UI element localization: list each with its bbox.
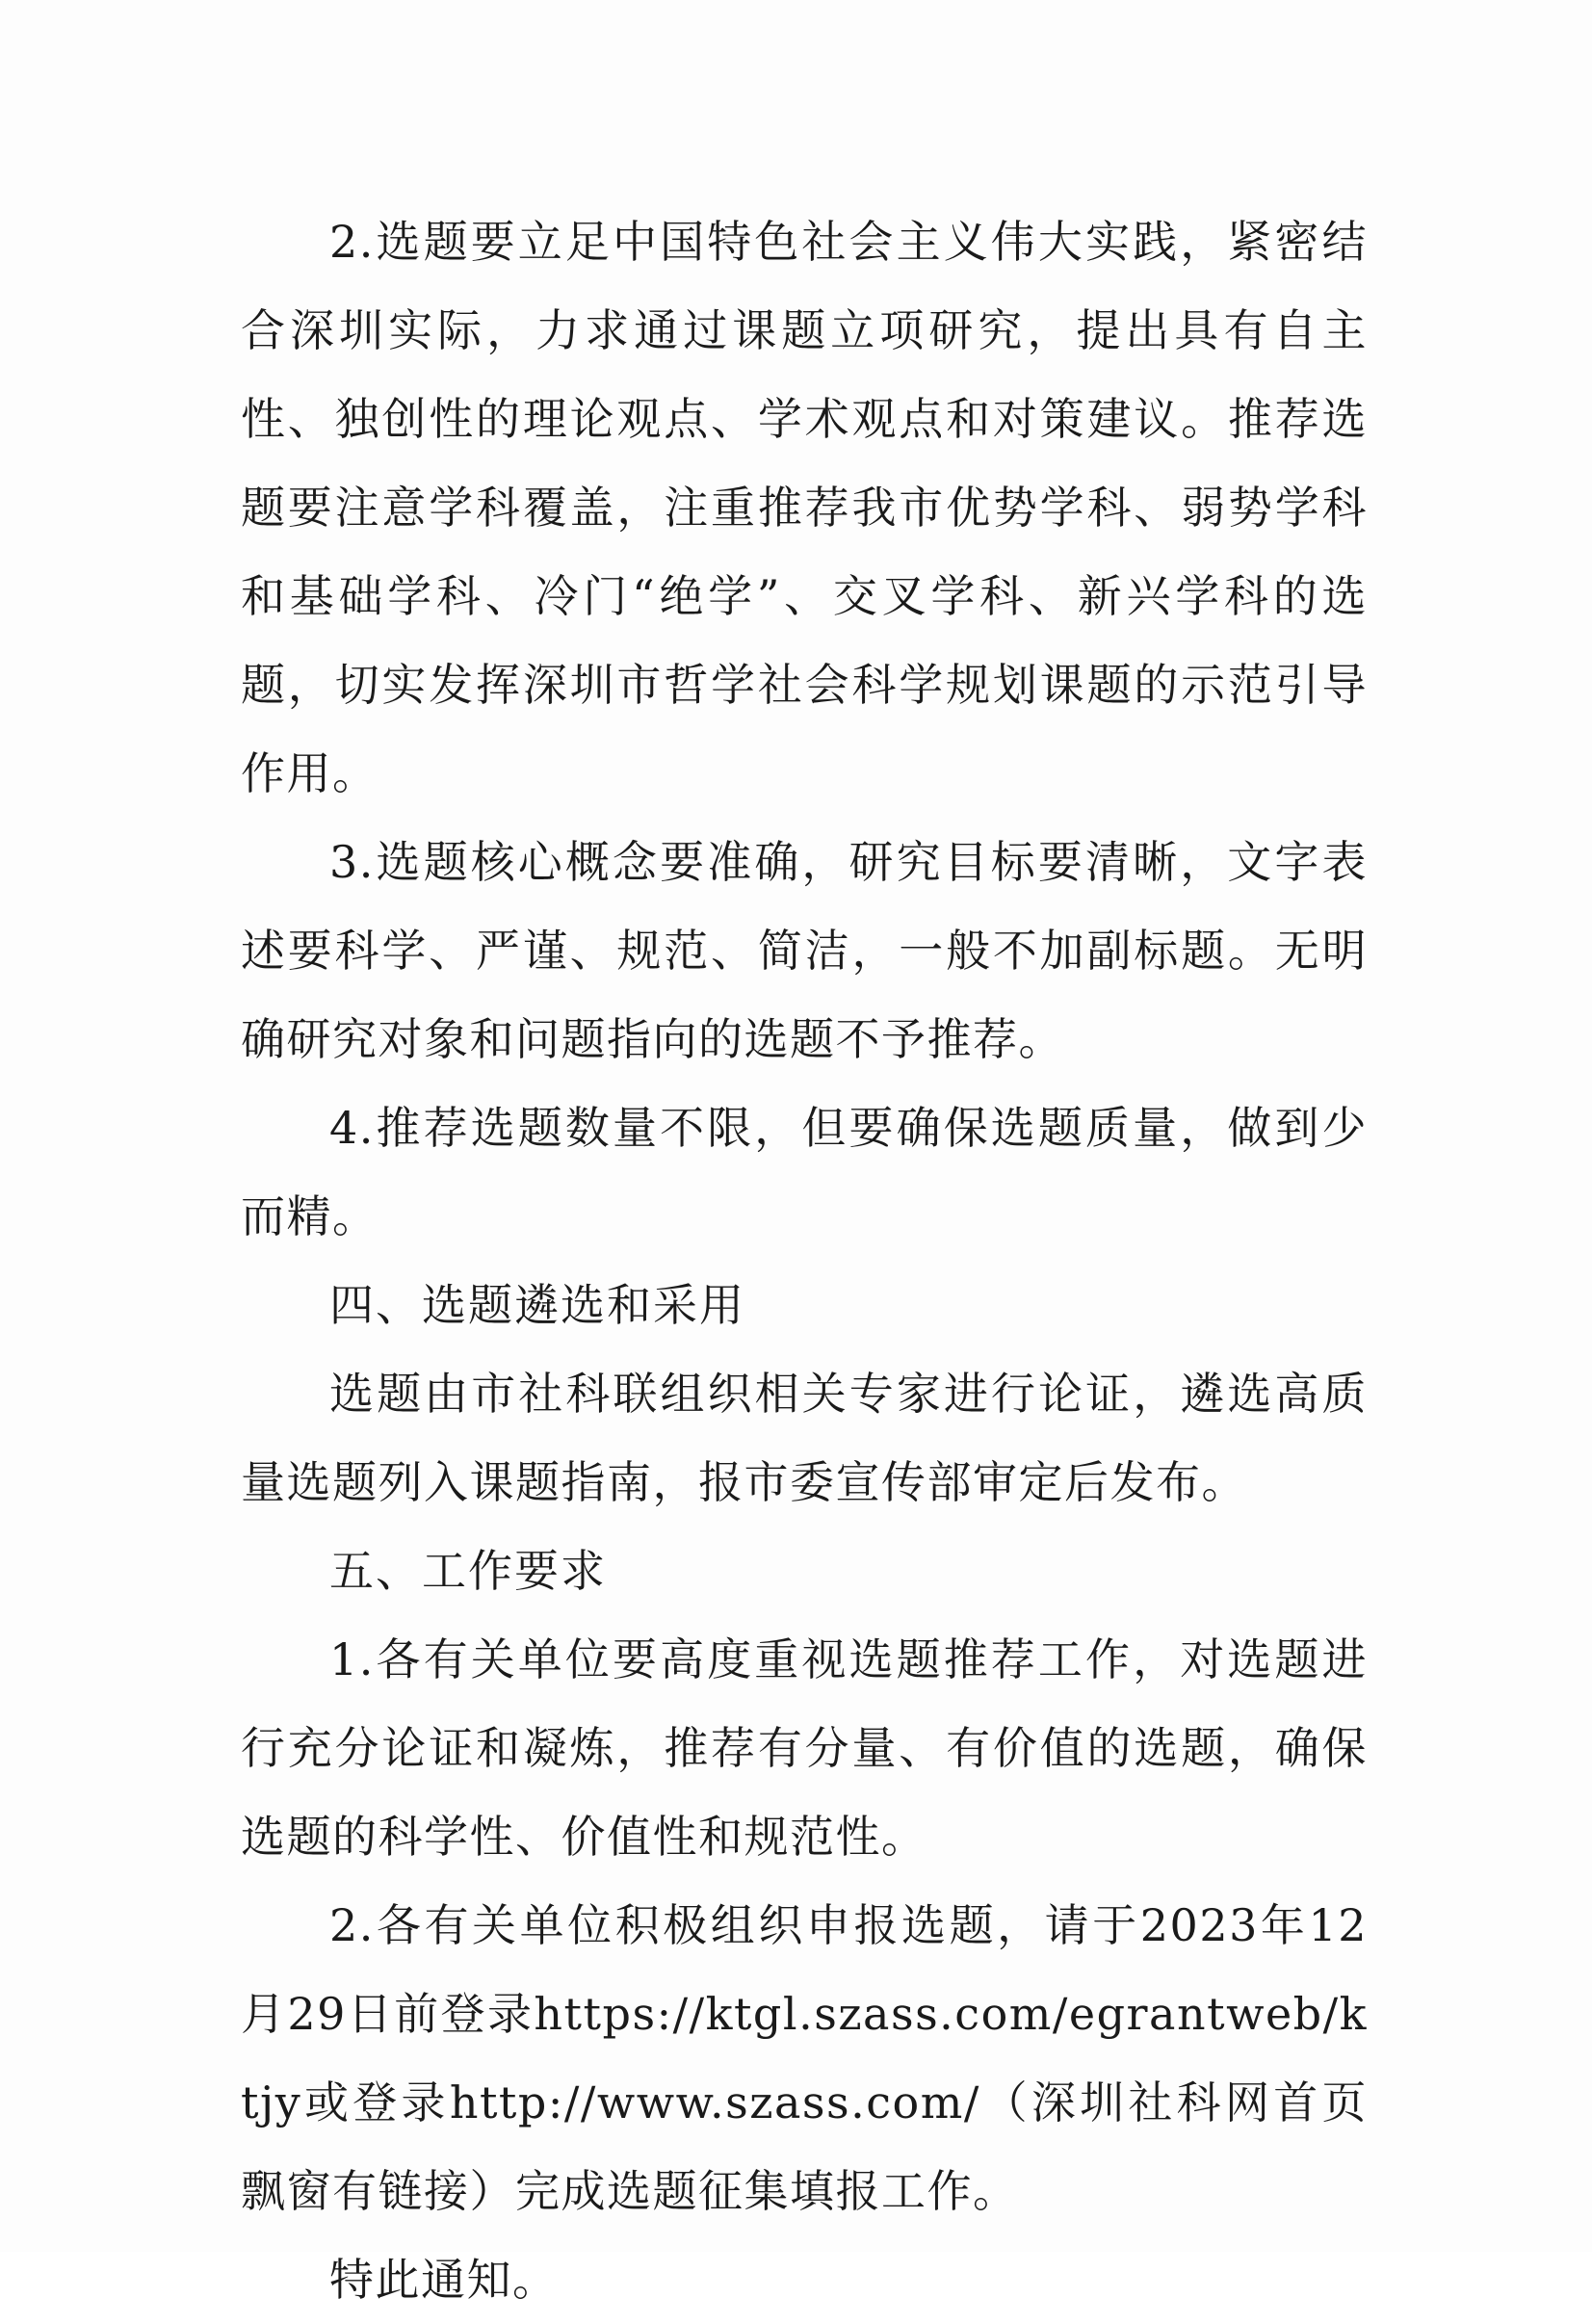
paragraph-topic-requirement-2: 2.选题要立足中国特色社会主义伟大实践，紧密结合深圳实际，力求通过课题立项研究，提出具有自主性、独创性的理论观点、学术观点和对策建议。推荐选题要注意学科覆盖，注重推荐我市优势学科、弱势学科和基础学科、冷门“绝学”、交叉学科、新兴学科的选题，切实发挥深圳市哲学社会科学规划课题的示范引导作用。 <box>241 216 1368 799</box>
paragraph-selection: 选题由市社科联组织相关专家进行论证，遴选高质量选题列入课题指南，报市委宣传部审定后发布。 <box>241 1368 1368 1508</box>
closing-notice: 特此通知。 <box>329 2254 559 2306</box>
paragraph-topic-requirement-4: 4.推荐选题数量不限，但要确保选题质量，做到少而精。 <box>241 1102 1368 1242</box>
paragraph-work-requirement-1: 1.各有关单位要高度重视选题推荐工作，对选题进行充分论证和凝炼，推荐有分量、有价值的选题，确保选题的科学性、价值性和规范性。 <box>241 1633 1368 1863</box>
paragraph-topic-requirement-3: 3.选题核心概念要准确，研究目标要清晰，文字表述要科学、严谨、规范、简洁，一般不加副标题。无明确研究对象和问题指向的选题不予推荐。 <box>241 836 1368 1065</box>
document-body <box>241 197 1368 2324</box>
section-heading-work-requirements: 五、工作要求 <box>329 1545 607 1597</box>
section-heading-selection: 四、选题遴选和采用 <box>329 1279 745 1331</box>
paragraph-work-requirement-2: 2.各有关单位积极组织申报选题，请于2023年12月29日前登录https://ktgl.szass.com/egrantweb/ktjy或登录http://www.szass.com/（深圳社科网首页飘窗有链接）完成选题征集填报工作。 <box>241 1899 1368 2217</box>
